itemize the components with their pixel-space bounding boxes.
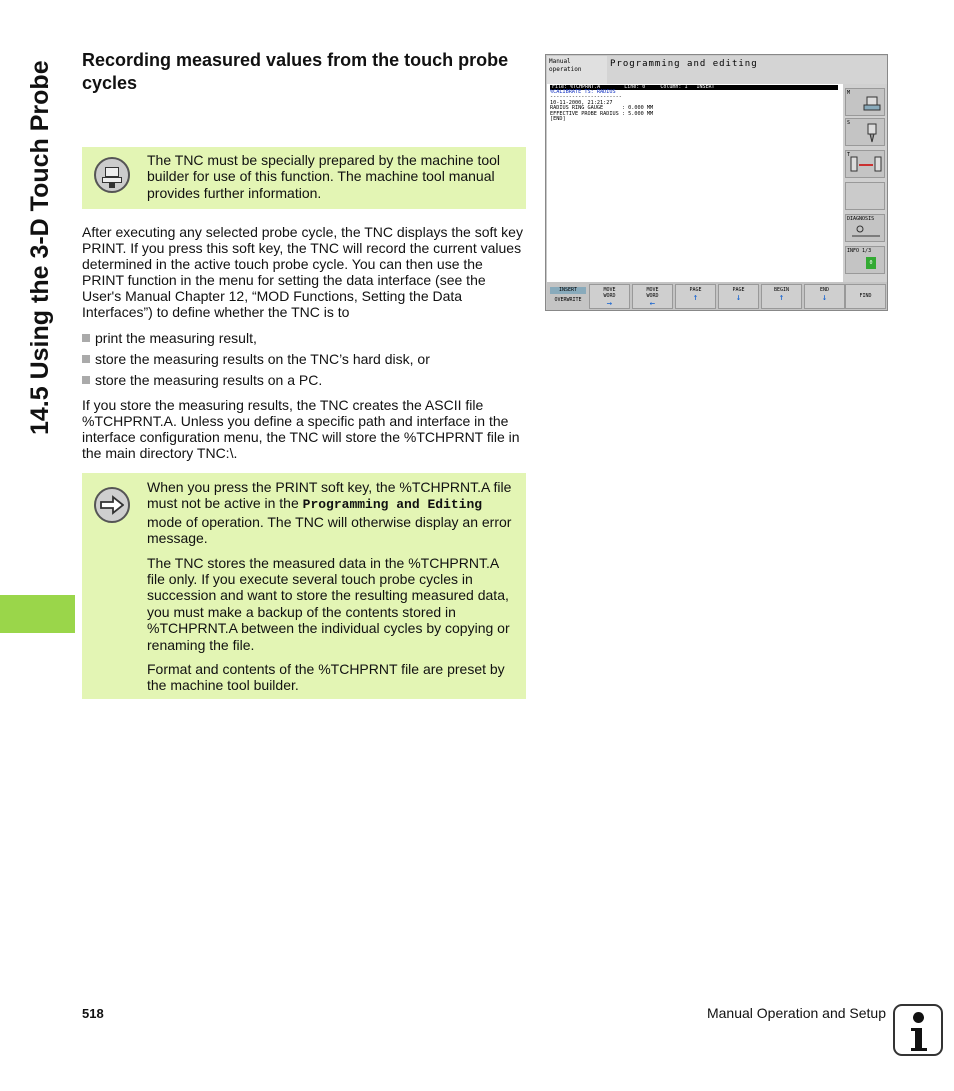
editor-screen [547, 84, 843, 282]
file-status-line: File: %TCHPRNT.A Line: 0 Column: 1 INSERT [550, 85, 838, 90]
editor-line: ----------------------- [550, 94, 622, 101]
editor-text [550, 90, 653, 122]
mode-label: Manual operation [547, 56, 607, 84]
softkey-end[interactable]: END ↓ [804, 284, 845, 309]
page-number: 518 [82, 1006, 104, 1021]
machine-tool-icon [94, 157, 130, 193]
list-item: store the measuring results on the TNC’s hard disk, or [82, 351, 526, 372]
editor-line: EFFECTIVE PROBE RADIUS : 5.000 MM [550, 110, 654, 117]
softkey-page-down[interactable]: PAGE ↓ [718, 284, 759, 309]
softkey-diagnosis[interactable]: DIAGNOSIS [845, 214, 885, 242]
softkey-info[interactable]: INFO 1/3 0 [845, 246, 885, 274]
note-text: The TNC must be specially prepared by the machine tool builder for use of this function. The machine tool manual provides further information. [147, 152, 501, 201]
arrow-right-icon [94, 487, 130, 523]
softkey-s[interactable]: S [845, 118, 885, 146]
softkey-page-up[interactable]: PAGE ↑ [675, 284, 716, 309]
editor-line: 10-11-2000, 21:21:27 [550, 99, 613, 106]
editor-line: RADIUS RING GAUGE : 0.000 MM [550, 105, 654, 112]
info-icon [893, 1004, 943, 1056]
tnc-screenshot [545, 54, 888, 311]
editor-line: %CALIBRATE TS: RADIUS [550, 89, 616, 95]
note-paragraph: When you press the PRINT soft key, the %TCHPRNT.A file must not be active in the Programming and Editing mode of operation. The TNC will otherwise display an error message. [147, 479, 512, 547]
softkey-t[interactable]: T [845, 150, 885, 178]
overwrite-mode-indicator[interactable]: OVERWRITE [554, 297, 582, 303]
body-paragraph: If you store the measuring results, the TNC creates the ASCII file %TCHPRNT.A. Unless you define a specific path and interface in the interface configuration menu, the TNC will store the %TCHPRNT file in the main directory TNC:\. [82, 397, 520, 462]
note-paragraph: Format and contents of the %TCHPRNT file are preset by the machine tool builder. [147, 661, 505, 694]
chapter-title-text: 14.5 Using the 3-D Touch Probe [26, 60, 54, 435]
body-paragraph: After executing any selected probe cycle, the TNC displays the soft key PRINT. If you press this soft key, the TNC will record the current values determined in the active touch probe cycle. You can then use the PRINT function in the menu for setting the data interface (see the User's Manual Chapter 12, “MOD Functions, Setting the Data Interfaces”) to define whether the TNC is to [82, 224, 523, 321]
softkey-begin[interactable]: BEGIN ↑ [761, 284, 802, 309]
softkey-find[interactable]: FIND [845, 284, 886, 309]
machine-builder-note [82, 147, 526, 209]
softkey-empty[interactable] [845, 182, 885, 210]
softkey-m[interactable]: M [845, 88, 885, 116]
vertical-softkeys [843, 84, 887, 282]
softkey-move-word-right[interactable]: MOVE WORD → [589, 284, 630, 309]
list-item: print the measuring result, [82, 330, 526, 351]
footer-section: Manual Operation and Setup [706, 1005, 886, 1021]
mode-title: Programming and editing [607, 56, 887, 84]
editor-line: [END] [550, 116, 566, 123]
softkey-move-word-left[interactable]: MOVE WORD ← [632, 284, 673, 309]
chapter-tab-marker [0, 595, 75, 633]
section-heading: Recording measured values from the touch probe cycles [82, 50, 509, 93]
tip-note [82, 473, 526, 699]
horizontal-softkeys [547, 282, 887, 310]
bullet-list [82, 330, 526, 393]
list-item: store the measuring results on a PC. [82, 372, 526, 393]
note-paragraph: The TNC stores the measured data in the %TCHPRNT.A file only. If you execute several touch probe cycles in succession and want to store the resulting measured data, you must make a backup of the contents stored in %TCHPRNT.A between the individual cycles by copying or renaming the file. [147, 554, 510, 653]
insert-mode-indicator[interactable]: INSERT [550, 287, 586, 294]
